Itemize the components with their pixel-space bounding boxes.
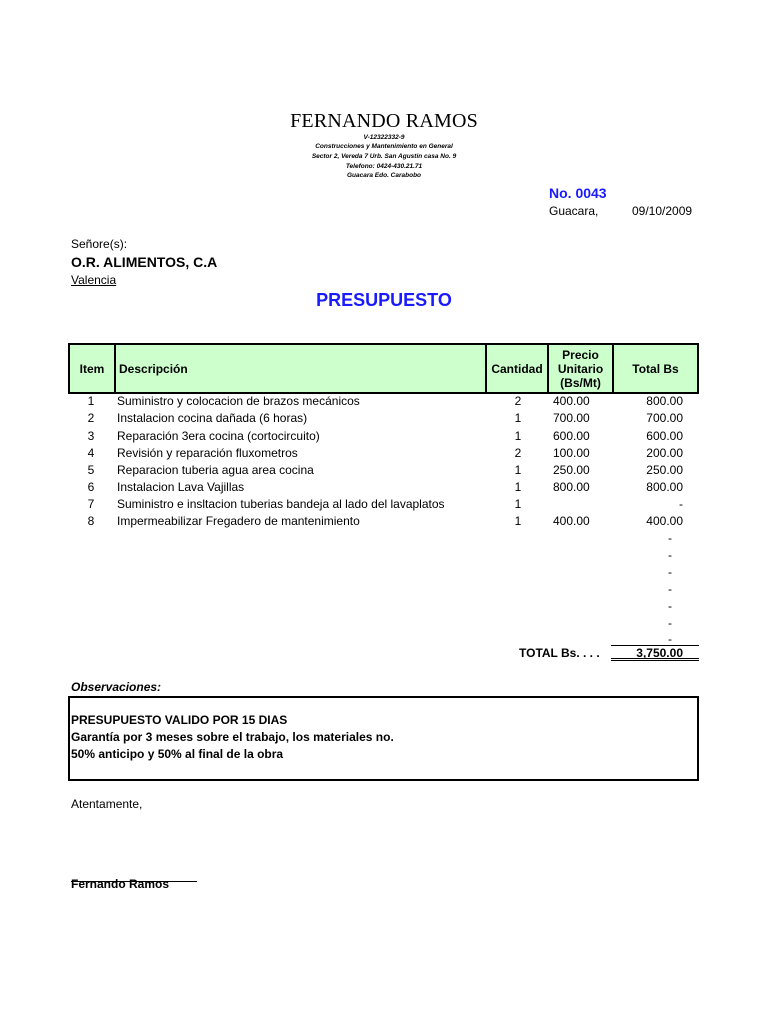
client-name: O.R. ALIMENTOS, C.A	[71, 254, 218, 270]
cell-quantity: 1	[514, 429, 522, 443]
table-row	[68, 394, 699, 411]
notes-line: PRESUPUESTO VALIDO POR 15 DIAS	[71, 713, 288, 727]
cell-total: 400.00	[646, 514, 683, 528]
cell-item: 1	[87, 394, 95, 408]
cell-total: 800.00	[646, 394, 683, 408]
cell-unit-price: 250.00	[553, 463, 590, 477]
cell-unit-price: 400.00	[553, 394, 590, 408]
unit-price-header-line: Unitario	[557, 361, 604, 376]
cell-description: Suministro y colocacion de brazos mecánicos	[117, 394, 360, 408]
client-city: Valencia	[71, 273, 117, 287]
notes-box	[68, 696, 699, 781]
table-row	[68, 514, 699, 531]
cell-item: 2	[87, 411, 95, 425]
empty-total-cell: -	[668, 632, 672, 646]
cell-description: Impermeabilizar Fregadero de mantenimiento	[117, 514, 360, 528]
empty-total-cell: -	[668, 565, 672, 579]
cell-description: Instalacion cocina dañada (6 horas)	[117, 411, 308, 425]
unit-price-header-line: (Bs/Mt)	[560, 375, 601, 390]
column-header-quantity: Cantidad	[487, 345, 549, 392]
cell-total: 200.00	[646, 446, 683, 460]
column-header-description: Descripción	[116, 345, 487, 392]
cell-item: 3	[87, 429, 95, 443]
cell-item: 4	[87, 446, 95, 460]
cell-item: 6	[87, 480, 95, 494]
empty-total-cell: -	[668, 548, 672, 562]
cell-total: -	[679, 497, 683, 511]
cell-unit-price: 400.00	[553, 514, 590, 528]
table-row	[68, 463, 699, 480]
cell-unit-price: 800.00	[553, 480, 590, 494]
table-row	[68, 497, 699, 514]
empty-total-cell: -	[668, 531, 672, 545]
table-header	[68, 343, 699, 394]
total-label: TOTAL Bs. . . .	[519, 646, 600, 660]
cell-unit-price: 700.00	[553, 411, 590, 425]
document-title: PRESUPUESTO	[316, 290, 452, 310]
cell-total: 600.00	[646, 429, 683, 443]
cell-quantity: 2	[514, 394, 522, 408]
notes-line: 50% anticipo y 50% al final de la obra	[71, 747, 284, 761]
cell-description: Revisión y reparación fluxometros	[117, 446, 298, 460]
cell-description: Reparacion tuberia agua area cocina	[117, 463, 314, 477]
notes-label: Observaciones:	[71, 680, 162, 694]
empty-total-cell: -	[668, 616, 672, 630]
cell-quantity: 1	[514, 514, 522, 528]
total-value: 3,750.00	[611, 645, 699, 661]
closing-text: Atentamente,	[71, 797, 143, 811]
cell-description: Reparación 3era cocina (cortocircuito)	[117, 429, 320, 443]
cell-description: Instalacion Lava Vajillas	[117, 480, 245, 494]
empty-total-cell: -	[668, 582, 672, 596]
column-header-item: Item	[70, 345, 116, 392]
cell-item: 7	[87, 497, 95, 511]
cell-unit-price: 100.00	[553, 446, 590, 460]
table-row	[68, 411, 699, 428]
cell-item: 8	[87, 514, 95, 528]
cell-unit-price: 600.00	[553, 429, 590, 443]
notes-line: Garantía por 3 meses sobre el trabajo, los materiales no.	[71, 730, 394, 744]
cell-total: 250.00	[646, 463, 683, 477]
column-header-unit-price	[549, 345, 614, 392]
document-date: 09/10/2009	[632, 204, 693, 218]
empty-total-cell: -	[668, 599, 672, 613]
cell-quantity: 2	[514, 446, 522, 460]
company-phone: Telefono: 0424-430.21.71	[345, 163, 423, 170]
column-header-total: Total Bs	[632, 361, 679, 376]
table-row	[68, 429, 699, 446]
cell-description: Suministro e insltacion tuberias bandeja al lado del lavaplatos	[117, 497, 445, 511]
signature-name: Fernando Ramos	[71, 877, 170, 891]
company-name: FERNANDO RAMOS	[290, 110, 478, 132]
cell-quantity: 1	[514, 411, 522, 425]
table-row	[68, 446, 699, 463]
cell-quantity: 1	[514, 480, 522, 494]
unit-price-header-line: Precio	[562, 347, 599, 362]
document-place: Guacara,	[549, 204, 599, 218]
table-row	[68, 480, 699, 497]
document-number: No. 0043	[549, 185, 607, 201]
cell-total: 800.00	[646, 480, 683, 494]
company-address: Sector 2, Vereda 7 Urb. San Agustin casa No. 9	[311, 153, 457, 160]
company-location: Guacara Edo. Carabobo	[346, 172, 422, 179]
cell-total: 700.00	[646, 411, 683, 425]
cell-item: 5	[87, 463, 95, 477]
cell-quantity: 1	[514, 463, 522, 477]
cell-quantity: 1	[514, 497, 522, 511]
company-id: V-12322332-9	[363, 134, 405, 141]
recipient-label: Señore(s):	[71, 237, 128, 251]
company-activity: Construcciones y Mantenimiento en General	[315, 143, 453, 150]
